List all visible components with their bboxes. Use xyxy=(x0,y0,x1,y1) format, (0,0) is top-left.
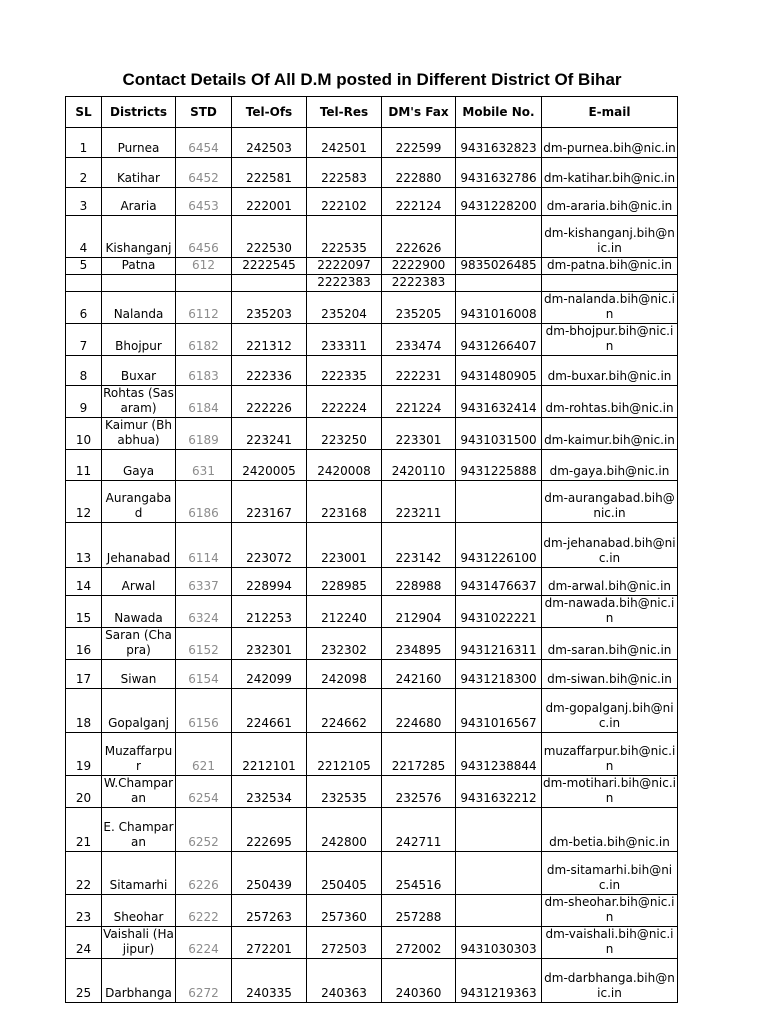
sl-cell: 11 xyxy=(66,450,102,481)
table-row xyxy=(66,324,678,356)
fax-cell: 223301 xyxy=(382,418,456,450)
mobile-cell xyxy=(456,216,542,258)
sl-cell: 14 xyxy=(66,568,102,596)
district-cell: E. Champaran xyxy=(102,808,176,852)
std-cell: 6252 xyxy=(176,808,232,852)
std-cell: 6114 xyxy=(176,523,232,568)
tel-res-cell: 222224 xyxy=(307,386,382,418)
header-email: E-mail xyxy=(542,97,678,128)
mobile-cell: 9431219363 xyxy=(456,959,542,1003)
tel-res-cell: 250405 xyxy=(307,852,382,895)
sl-cell: 8 xyxy=(66,356,102,386)
table-row xyxy=(66,660,678,689)
sl-cell: 7 xyxy=(66,324,102,356)
tel-ofs-cell: 212253 xyxy=(232,596,307,628)
email-cell[interactable]: dm-nawada.bih@nic.in xyxy=(542,596,678,628)
std-cell: 6272 xyxy=(176,959,232,1003)
std-cell: 612 xyxy=(176,258,232,275)
tel-ofs-cell: 2212101 xyxy=(232,733,307,776)
email-cell[interactable]: dm-buxar.bih@nic.in xyxy=(542,356,678,386)
table-row xyxy=(66,895,678,927)
sl-cell: 1 xyxy=(66,128,102,158)
email-cell[interactable]: dm-kishanganj.bih@nic.in xyxy=(542,216,678,258)
email-cell[interactable]: dm-sheohar.bih@nic.in xyxy=(542,895,678,927)
mobile-cell: 9835026485 xyxy=(456,258,542,275)
tel-res-cell: 232302 xyxy=(307,628,382,660)
fax-cell: 254516 xyxy=(382,852,456,895)
std-cell: 631 xyxy=(176,450,232,481)
tel-res-cell: 222102 xyxy=(307,188,382,216)
tel-res-cell: 2212105 xyxy=(307,733,382,776)
table-row xyxy=(66,418,678,450)
std-cell: 6152 xyxy=(176,628,232,660)
tel-res-cell: 212240 xyxy=(307,596,382,628)
std-cell: 6226 xyxy=(176,852,232,895)
std-cell: 6224 xyxy=(176,927,232,959)
mobile-cell: 9431031500 xyxy=(456,418,542,450)
district-cell: Sitamarhi xyxy=(102,852,176,895)
std-cell: 6454 xyxy=(176,128,232,158)
email-cell[interactable]: dm-siwan.bih@nic.in xyxy=(542,660,678,689)
std-cell xyxy=(176,275,232,292)
table-row xyxy=(66,450,678,481)
mobile-cell: 9431216311 xyxy=(456,628,542,660)
tel-res-cell: 232535 xyxy=(307,776,382,808)
fax-cell: 222880 xyxy=(382,158,456,188)
table-row xyxy=(66,523,678,568)
std-cell: 6112 xyxy=(176,292,232,324)
district-cell: Arwal xyxy=(102,568,176,596)
mobile-cell xyxy=(456,895,542,927)
sl-cell: 12 xyxy=(66,481,102,523)
email-cell[interactable]: dm-betia.bih@nic.in xyxy=(542,808,678,852)
tel-ofs-cell: 222695 xyxy=(232,808,307,852)
email-cell[interactable]: dm-purnea.bih@nic.in xyxy=(542,128,678,158)
fax-cell: 221224 xyxy=(382,386,456,418)
sl-cell: 13 xyxy=(66,523,102,568)
fax-cell: 212904 xyxy=(382,596,456,628)
std-cell: 6324 xyxy=(176,596,232,628)
email-cell[interactable]: dm-motihari.bih@nic.in xyxy=(542,776,678,808)
tel-res-cell: 2222383 xyxy=(307,275,382,292)
tel-res-cell: 235204 xyxy=(307,292,382,324)
email-cell[interactable]: dm-araria.bih@nic.in xyxy=(542,188,678,216)
sl-cell: 10 xyxy=(66,418,102,450)
district-cell: Siwan xyxy=(102,660,176,689)
mobile-cell: 9431226100 xyxy=(456,523,542,568)
table-row xyxy=(66,776,678,808)
sl-cell: 21 xyxy=(66,808,102,852)
tel-ofs-cell: 2420005 xyxy=(232,450,307,481)
tel-res-cell: 223250 xyxy=(307,418,382,450)
table-row xyxy=(66,292,678,324)
std-cell: 6182 xyxy=(176,324,232,356)
mobile-cell: 9431022221 xyxy=(456,596,542,628)
district-cell: Rohtas (Sasaram) xyxy=(102,386,176,418)
fax-cell: 242160 xyxy=(382,660,456,689)
email-cell[interactable]: dm-aurangabad.bih@nic.in xyxy=(542,481,678,523)
tel-ofs-cell: 250439 xyxy=(232,852,307,895)
tel-res-cell: 228985 xyxy=(307,568,382,596)
mobile-cell: 9431030303 xyxy=(456,927,542,959)
district-cell: Vaishali (Hajipur) xyxy=(102,927,176,959)
table-row xyxy=(66,596,678,628)
district-cell xyxy=(102,275,176,292)
email-cell[interactable]: dm-gaya.bih@nic.in xyxy=(542,450,678,481)
table-row xyxy=(66,959,678,1003)
fax-cell: 228988 xyxy=(382,568,456,596)
sl-cell: 25 xyxy=(66,959,102,1003)
district-cell: Muzaffarpur xyxy=(102,733,176,776)
district-cell: Gopalganj xyxy=(102,689,176,733)
mobile-cell: 9431016008 xyxy=(456,292,542,324)
district-cell: Darbhanga xyxy=(102,959,176,1003)
std-cell: 6189 xyxy=(176,418,232,450)
tel-ofs-cell: 232301 xyxy=(232,628,307,660)
email-cell[interactable]: dm-vaishali.bih@nic.in xyxy=(542,927,678,959)
district-cell: Buxar xyxy=(102,356,176,386)
fax-cell: 222124 xyxy=(382,188,456,216)
email-cell[interactable] xyxy=(542,275,678,292)
sl-cell: 3 xyxy=(66,188,102,216)
sl-cell: 6 xyxy=(66,292,102,324)
tel-res-cell: 242098 xyxy=(307,660,382,689)
tel-res-cell: 242501 xyxy=(307,128,382,158)
mobile-cell: 9431016567 xyxy=(456,689,542,733)
std-cell: 6154 xyxy=(176,660,232,689)
mobile-cell: 9431266407 xyxy=(456,324,542,356)
table-row xyxy=(66,216,678,258)
district-cell: Purnea xyxy=(102,128,176,158)
sl-cell: 18 xyxy=(66,689,102,733)
email-cell[interactable]: dm-kaimur.bih@nic.in xyxy=(542,418,678,450)
mobile-cell: 9431632212 xyxy=(456,776,542,808)
tel-ofs-cell: 222530 xyxy=(232,216,307,258)
table-row xyxy=(66,927,678,959)
tel-res-cell: 224662 xyxy=(307,689,382,733)
mobile-cell xyxy=(456,481,542,523)
tel-ofs-cell: 222226 xyxy=(232,386,307,418)
tel-ofs-cell: 222581 xyxy=(232,158,307,188)
mobile-cell: 9431632414 xyxy=(456,386,542,418)
std-cell: 6254 xyxy=(176,776,232,808)
std-cell: 6337 xyxy=(176,568,232,596)
header-sl: SL xyxy=(66,97,102,128)
mobile-cell: 9431632786 xyxy=(456,158,542,188)
email-cell[interactable]: dm-saran.bih@nic.in xyxy=(542,628,678,660)
sl-cell: 23 xyxy=(66,895,102,927)
tel-ofs-cell: 235203 xyxy=(232,292,307,324)
table-row xyxy=(66,733,678,776)
fax-cell: 2217285 xyxy=(382,733,456,776)
mobile-cell: 9431476637 xyxy=(456,568,542,596)
tel-ofs-cell: 222001 xyxy=(232,188,307,216)
tel-ofs-cell: 228994 xyxy=(232,568,307,596)
fax-cell: 242711 xyxy=(382,808,456,852)
email-cell[interactable]: dm-patna.bih@nic.in xyxy=(542,258,678,275)
district-cell: W.Champaran xyxy=(102,776,176,808)
tel-res-cell: 257360 xyxy=(307,895,382,927)
email-cell[interactable]: dm-nalanda.bih@nic.in xyxy=(542,292,678,324)
district-cell: Nalanda xyxy=(102,292,176,324)
tel-ofs-cell: 223241 xyxy=(232,418,307,450)
table-row xyxy=(66,808,678,852)
email-cell[interactable]: dm-bhojpur.bih@nic.in xyxy=(542,324,678,356)
mobile-cell: 9431238844 xyxy=(456,733,542,776)
tel-ofs-cell: 257263 xyxy=(232,895,307,927)
table-row xyxy=(66,568,678,596)
fax-cell: 223211 xyxy=(382,481,456,523)
tel-res-cell: 272503 xyxy=(307,927,382,959)
mobile-cell: 9431228200 xyxy=(456,188,542,216)
mobile-cell: 9431632823 xyxy=(456,128,542,158)
fax-cell: 222599 xyxy=(382,128,456,158)
sl-cell: 2 xyxy=(66,158,102,188)
tel-ofs-cell: 2222545 xyxy=(232,258,307,275)
email-cell[interactable]: dm-jehanabad.bih@nic.in xyxy=(542,523,678,568)
std-cell: 6186 xyxy=(176,481,232,523)
mobile-cell: 9431225888 xyxy=(456,450,542,481)
table-row xyxy=(66,852,678,895)
district-cell: Kaimur (Bhabhua) xyxy=(102,418,176,450)
table-row xyxy=(66,258,678,275)
email-cell[interactable]: dm-darbhanga.bih@nic.in xyxy=(542,959,678,1003)
std-cell: 6184 xyxy=(176,386,232,418)
tel-ofs-cell: 240335 xyxy=(232,959,307,1003)
mobile-cell: 9431218300 xyxy=(456,660,542,689)
table-row xyxy=(66,158,678,188)
fax-cell: 222231 xyxy=(382,356,456,386)
sl-cell: 5 xyxy=(66,258,102,275)
tel-ofs-cell: 224661 xyxy=(232,689,307,733)
mobile-cell xyxy=(456,275,542,292)
sl-cell: 22 xyxy=(66,852,102,895)
email-cell[interactable]: dm-gopalganj.bih@nic.in xyxy=(542,689,678,733)
mobile-cell xyxy=(456,852,542,895)
email-cell[interactable]: dm-katihar.bih@nic.in xyxy=(542,158,678,188)
std-cell: 6453 xyxy=(176,188,232,216)
sl-cell: 17 xyxy=(66,660,102,689)
table-row xyxy=(66,356,678,386)
header-std: STD xyxy=(176,97,232,128)
tel-ofs-cell: 221312 xyxy=(232,324,307,356)
fax-cell: 224680 xyxy=(382,689,456,733)
fax-cell: 232576 xyxy=(382,776,456,808)
fax-cell: 223142 xyxy=(382,523,456,568)
sl-cell: 15 xyxy=(66,596,102,628)
std-cell: 6183 xyxy=(176,356,232,386)
mobile-cell: 9431480905 xyxy=(456,356,542,386)
district-cell: Katihar xyxy=(102,158,176,188)
tel-res-cell: 222583 xyxy=(307,158,382,188)
std-cell: 6456 xyxy=(176,216,232,258)
header-tel-ofs: Tel-Ofs xyxy=(232,97,307,128)
header-tel-res: Tel-Res xyxy=(307,97,382,128)
email-cell[interactable]: dm-rohtas.bih@nic.in xyxy=(542,386,678,418)
email-cell[interactable]: muzaffarpur.bih@nic.in xyxy=(542,733,678,776)
table-row xyxy=(66,128,678,158)
district-cell: Araria xyxy=(102,188,176,216)
table-row xyxy=(66,689,678,733)
header-district: Districts xyxy=(102,97,176,128)
tel-res-cell: 240363 xyxy=(307,959,382,1003)
fax-cell: 2420110 xyxy=(382,450,456,481)
fax-cell: 222626 xyxy=(382,216,456,258)
std-cell: 6156 xyxy=(176,689,232,733)
email-cell[interactable]: dm-sitamarhi.bih@nic.in xyxy=(542,852,678,895)
header-mobile: Mobile No. xyxy=(456,97,542,128)
district-cell: Bhojpur xyxy=(102,324,176,356)
fax-cell: 234895 xyxy=(382,628,456,660)
table-row xyxy=(66,386,678,418)
fax-cell: 257288 xyxy=(382,895,456,927)
sl-cell: 20 xyxy=(66,776,102,808)
tel-ofs-cell: 232534 xyxy=(232,776,307,808)
email-cell[interactable]: dm-arwal.bih@nic.in xyxy=(542,568,678,596)
tel-ofs-cell: 223167 xyxy=(232,481,307,523)
table-row xyxy=(66,275,678,292)
district-cell: Aurangabad xyxy=(102,481,176,523)
header-row xyxy=(66,97,678,128)
tel-ofs-cell: 242503 xyxy=(232,128,307,158)
std-cell: 621 xyxy=(176,733,232,776)
tel-ofs-cell: 222336 xyxy=(232,356,307,386)
tel-ofs-cell: 242099 xyxy=(232,660,307,689)
fax-cell: 240360 xyxy=(382,959,456,1003)
sl-cell xyxy=(66,275,102,292)
tel-res-cell: 223168 xyxy=(307,481,382,523)
tel-res-cell: 2222097 xyxy=(307,258,382,275)
tel-ofs-cell: 223072 xyxy=(232,523,307,568)
table-row xyxy=(66,628,678,660)
table-row xyxy=(66,188,678,216)
tel-res-cell: 233311 xyxy=(307,324,382,356)
tel-res-cell: 2420008 xyxy=(307,450,382,481)
district-cell: Jehanabad xyxy=(102,523,176,568)
table-row xyxy=(66,481,678,523)
district-cell: Patna xyxy=(102,258,176,275)
sl-cell: 24 xyxy=(66,927,102,959)
std-cell: 6222 xyxy=(176,895,232,927)
tel-ofs-cell: 272201 xyxy=(232,927,307,959)
sl-cell: 19 xyxy=(66,733,102,776)
header-fax: DM's Fax xyxy=(382,97,456,128)
sl-cell: 4 xyxy=(66,216,102,258)
tel-res-cell: 242800 xyxy=(307,808,382,852)
std-cell: 6452 xyxy=(176,158,232,188)
dm-contact-table xyxy=(65,96,678,1003)
fax-cell: 2222900 xyxy=(382,258,456,275)
district-cell: Gaya xyxy=(102,450,176,481)
tel-res-cell: 222335 xyxy=(307,356,382,386)
fax-cell: 235205 xyxy=(382,292,456,324)
sl-cell: 9 xyxy=(66,386,102,418)
fax-cell: 272002 xyxy=(382,927,456,959)
district-cell: Sheohar xyxy=(102,895,176,927)
fax-cell: 2222383 xyxy=(382,275,456,292)
fax-cell: 233474 xyxy=(382,324,456,356)
page-title: Contact Details Of All D.M posted in Different District Of Bihar xyxy=(122,70,622,89)
tel-res-cell: 223001 xyxy=(307,523,382,568)
district-cell: Saran (Chapra) xyxy=(102,628,176,660)
mobile-cell xyxy=(456,808,542,852)
tel-res-cell: 222535 xyxy=(307,216,382,258)
district-cell: Nawada xyxy=(102,596,176,628)
district-cell: Kishanganj xyxy=(102,216,176,258)
tel-ofs-cell xyxy=(232,275,307,292)
sl-cell: 16 xyxy=(66,628,102,660)
